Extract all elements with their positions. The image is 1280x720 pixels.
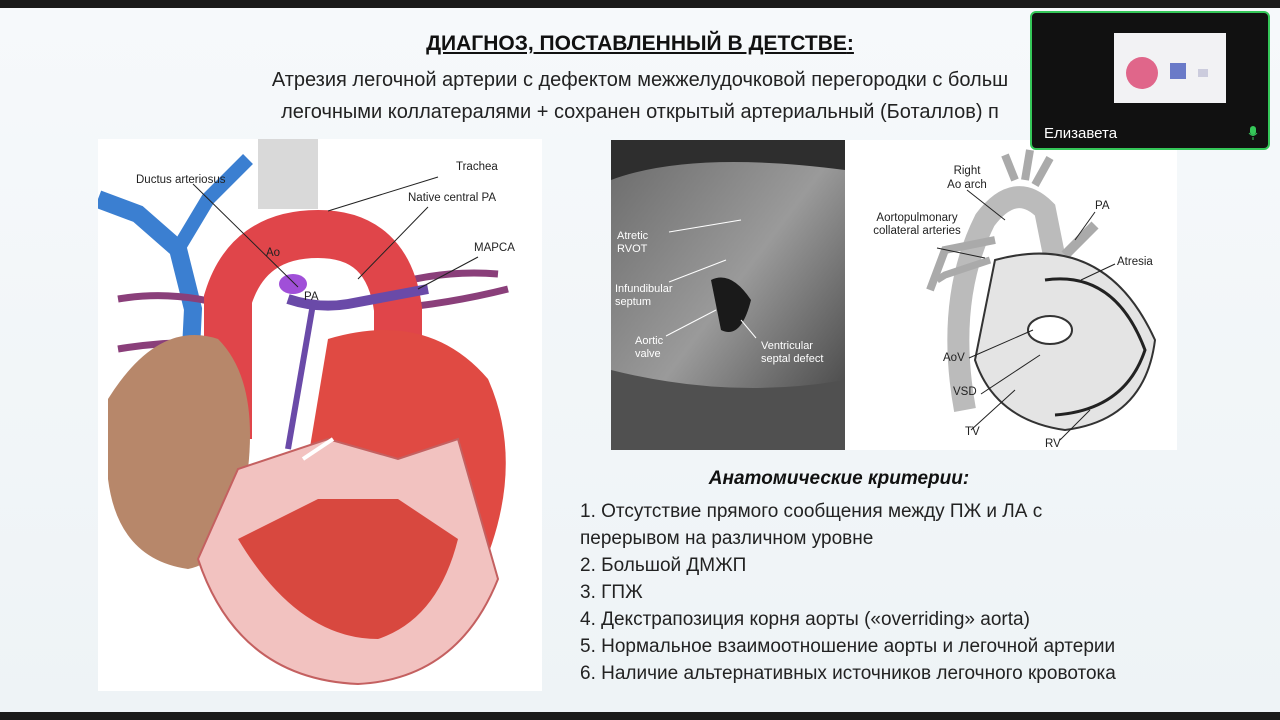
criteria-item: 4. Декстрапозиция корня аорты («overriding» aorta) (580, 609, 1030, 630)
microphone-icon (1248, 126, 1258, 140)
criteria-item: 3. ГПЖ (580, 582, 643, 603)
label-native-central-pa: Native central PA (408, 192, 496, 204)
heart-illustration-drawing (98, 139, 542, 691)
label-ao: Ao (266, 247, 281, 259)
label-tv: TV (965, 426, 980, 438)
label-ductus-arteriosus: Ductus arteriosus (136, 174, 226, 186)
specimen-photo (611, 140, 845, 450)
label-aortic-valve: Aortic valve (635, 335, 664, 360)
label-rv: RV (1045, 438, 1061, 450)
projected-slide-thumbnail (1114, 33, 1226, 103)
subtitle-line-1: Атрезия легочной артерии с дефектом межжелудочковой перегородки с больш (271, 69, 1009, 91)
label-atresia: Atresia (1117, 256, 1153, 268)
participant-name: Елизавета (1044, 125, 1118, 142)
slide-title: ДИАГНОЗ, ПОСТАВЛЕННЫЙ В ДЕТСТВЕ: (426, 32, 854, 55)
label-pa: PA (304, 291, 319, 303)
criteria-item: перерывом на различном уровне (580, 528, 874, 549)
anatomic-criteria (580, 468, 1220, 687)
subtitle-line-2: легочными коллатералями + сохранен открытый артериальный (Боталлов) п (281, 101, 999, 123)
criteria-title: Анатомические критерии: (708, 468, 970, 489)
heart-illustration (98, 139, 542, 691)
label-atretic-rvot: Atretic RVOT (617, 230, 649, 255)
label-schematic-pa: PA (1095, 200, 1110, 212)
label-infundibular-septum: Infundibular septum (615, 283, 673, 308)
label-mapca: MAPCA (474, 242, 515, 254)
label-ventricular-septal-defect: Ventricular septal defect (761, 340, 824, 365)
label-right-ao-arch: Right Ao arch (947, 165, 987, 191)
label-aov: AoV (943, 352, 965, 364)
criteria-item: 6. Наличие альтернативных источников легочного кровотока (580, 663, 1116, 684)
label-schematic-vsd: VSD (953, 386, 977, 398)
label-trachea: Trachea (456, 161, 498, 173)
heart-schematic (845, 140, 1177, 450)
slide-subtitle (100, 64, 1180, 128)
criteria-item: 1. Отсутствие прямого сообщения между ПЖ и ЛА с (580, 501, 1043, 522)
thumbnail-drawing (1114, 33, 1226, 103)
criteria-item: 2. Большой ДМЖП (580, 555, 747, 576)
criteria-list (580, 498, 1220, 687)
participant-video-tile[interactable] (1030, 11, 1270, 150)
heart-schematic-drawing (845, 140, 1177, 450)
label-aortopulmonary-collateral-arteries: Aortopulmonary collateral arteries (873, 212, 961, 237)
criteria-item: 5. Нормальное взаимоотношение аорты и легочной артерии (580, 636, 1116, 657)
